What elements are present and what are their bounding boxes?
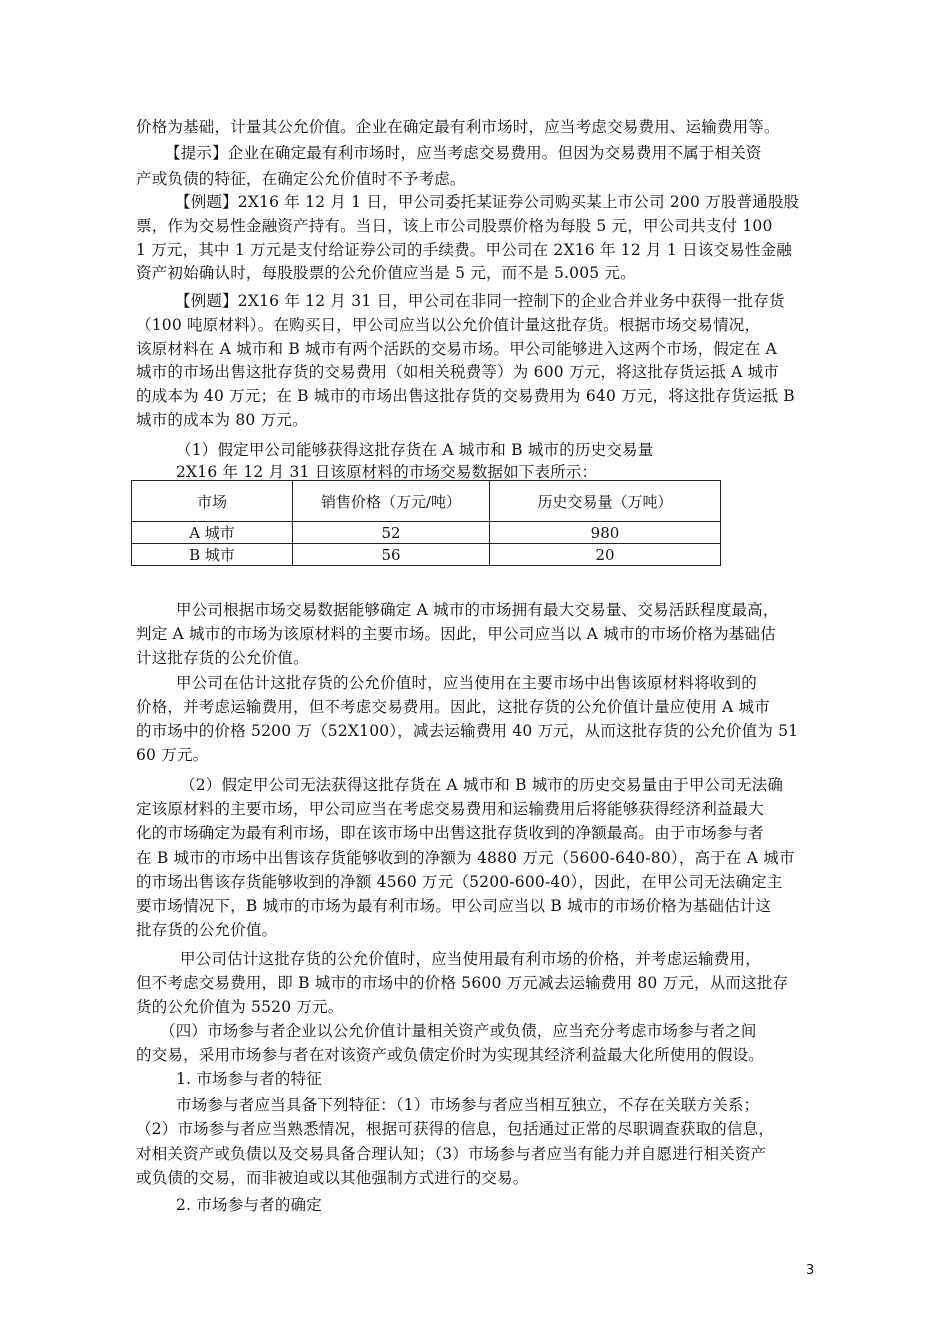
paragraph-line: （2）市场参与者应当熟悉情况，根据可获得的信息，包括通过正常的尽职调查获取的信息， [136,1120,775,1138]
example-heading-line: 【例题】2X16 年 12 月 31 日，甲公司在非同一控制下的企业合并业务中获得一批存货 [175,292,785,310]
table-caption: 2X16 年 12 月 31 日该原材料的市场交易数据如下表所示： [176,463,598,481]
table-cell: 980 [490,522,721,544]
table-header-cell: 销售价格（万元/吨） [293,481,490,522]
paragraph-line: 批存货的公允价值。 [136,921,278,939]
table-cell: A 城市 [132,522,293,544]
table-row [132,544,721,566]
subsection-heading: 1. 市场参与者的特征 [176,1070,322,1088]
paragraph-line: 票，作为交易性金融资产持有。当日，该上市公司股票价格为每股 5 元，甲公司共支付 100 [136,217,773,235]
paragraph-line: 的市场出售该存货能够收到的净额 4560 万元（5200-600-40），因此，在甲公司无法确定主 [136,873,783,891]
paragraph-line: 计这批存货的公允价值。 [136,649,309,667]
paragraph-line: 1 万元，其中 1 万元是支付给证券公司的手续费。甲公司在 2X16 年 12 月 1 日该交易性金融 [136,241,792,259]
table-header-cell: 历史交易量（万吨） [490,481,721,522]
table-cell: 52 [293,522,490,544]
paragraph-line: 价格为基础，计量其公允价值。企业在确定最有利市场时，应当考虑交易费用、运输费用等。 [136,118,780,136]
paragraph-line: 甲公司估计这批存货的公允价值时，应当使用最有利市场的价格，并考虑运输费用， [180,950,761,968]
paragraph-line: 货的公允价值为 5520 万元。 [136,998,344,1016]
paragraph-line: 产或负债的特征，在确定公允价值时不予考虑。 [136,170,466,188]
market-data-table [131,480,721,566]
table-cell: B 城市 [132,544,293,566]
paragraph-line: 在 B 城市的市场中出售该存货能够收到的净额为 4880 万元（5600-640-80），高于在 A 城市 [136,849,795,867]
table-cell: 20 [490,544,721,566]
tip-line: 【提示】企业在确定最有利市场时，应当考虑交易费用。但因为交易费用不属于相关资 [165,144,762,162]
paragraph-line: 甲公司根据市场交易数据能够确定 A 城市的市场拥有最大交易量、交易活跃程度最高， [176,601,779,619]
paragraph-line: （100 吨原材料）。在购买日，甲公司应当以公允价值计量这批存货。根据市场交易情况， [136,316,761,334]
paragraph-line: 要市场情况下，B 城市的市场为最有利市场。甲公司应当以 B 城市的市场价格为基础估计这 [136,897,772,915]
paragraph-line: 但不考虑交易费用，即 B 城市的市场中的价格 5600 万元减去运输费用 80 万元，从而这批存 [136,974,789,992]
paragraph-line: 定该原材料的主要市场，甲公司应当在考虑交易费用和运输费用后将能够获得经济利益最大 [136,800,765,818]
paragraph-line: 城市的市场出售这批存货的交易费用（如相关税费等）为 600 万元，将这批存货运抵 A 城市 [136,363,779,381]
paragraph-line: 的市场中的价格 5200 万（52X100），减去运输费用 40 万元，从而这批存货的公允价值为 51 [136,722,799,740]
paragraph-line: 60 万元。 [136,746,209,764]
paragraph-line: 市场参与者应当具备下列特征：（1）市场参与者应当相互独立，不存在关联方关系； [176,1096,760,1114]
paragraph-line: 城市的成本为 80 万元。 [136,411,308,429]
paragraph-line: 化的市场确定为最有利市场，即在该市场中出售这批存货收到的净额最高。由于市场参与者 [136,824,765,842]
paragraph-line: （1）假定甲公司能够获得这批存货在 A 城市和 B 城市的历史交易量 [176,441,654,459]
paragraph-line: 对相关资产或负债以及交易具备合理认知；（3）市场参与者应当有能力并自愿进行相关资产 [136,1145,767,1163]
paragraph-line: （2）假定甲公司无法获得这批存货在 A 城市和 B 城市的历史交易量由于甲公司无法确 [180,776,784,794]
paragraph-line: 的交易，采用市场参与者在对该资产或负债定价时为实现其经济利益最大化所使用的假设。 [136,1046,765,1064]
table-cell: 56 [293,544,490,566]
paragraph-line: 资产初始确认时，每股股票的公允价值应当是 5 元，而不是 5.005 元。 [136,264,636,282]
page-number: 3 [806,1263,815,1278]
paragraph-line: 或负债的交易，而非被迫或以其他强制方式进行的交易。 [136,1169,529,1187]
paragraph-line: 判定 A 城市的市场为该原材料的主要市场。因此，甲公司应当以 A 城市的市场价格为基础估 [136,625,776,643]
table-header-cell: 市场 [132,481,293,522]
paragraph-line: 该原材料在 A 城市和 B 城市有两个活跃的交易市场。甲公司能够进入这两个市场，假定在 A [136,340,777,358]
subsection-heading: 2. 市场参与者的确定 [176,1196,322,1214]
example-heading-line: 【例题】2X16 年 12 月 1 日，甲公司委托某证券公司购买某上市公司 200 万股普通股股 [175,193,800,211]
table-header-row [132,481,721,522]
paragraph-line: 甲公司在估计这批存货的公允价值时，应当使用在主要市场中出售该原材料将收到的 [176,674,757,692]
paragraph-line: 的成本为 40 万元；在 B 城市的市场出售这批存货的交易费用为 640 万元，将这批存货运抵 B [136,387,795,405]
table-row [132,522,721,544]
section-heading-line: （四）市场参与者企业以公允价值计量相关资产或负债，应当充分考虑市场参与者之间 [160,1022,757,1040]
paragraph-line: 价格，并考虑运输费用，但不考虑交易费用。因此，这批存货的公允价值计量应使用 A 城市 [136,698,770,716]
